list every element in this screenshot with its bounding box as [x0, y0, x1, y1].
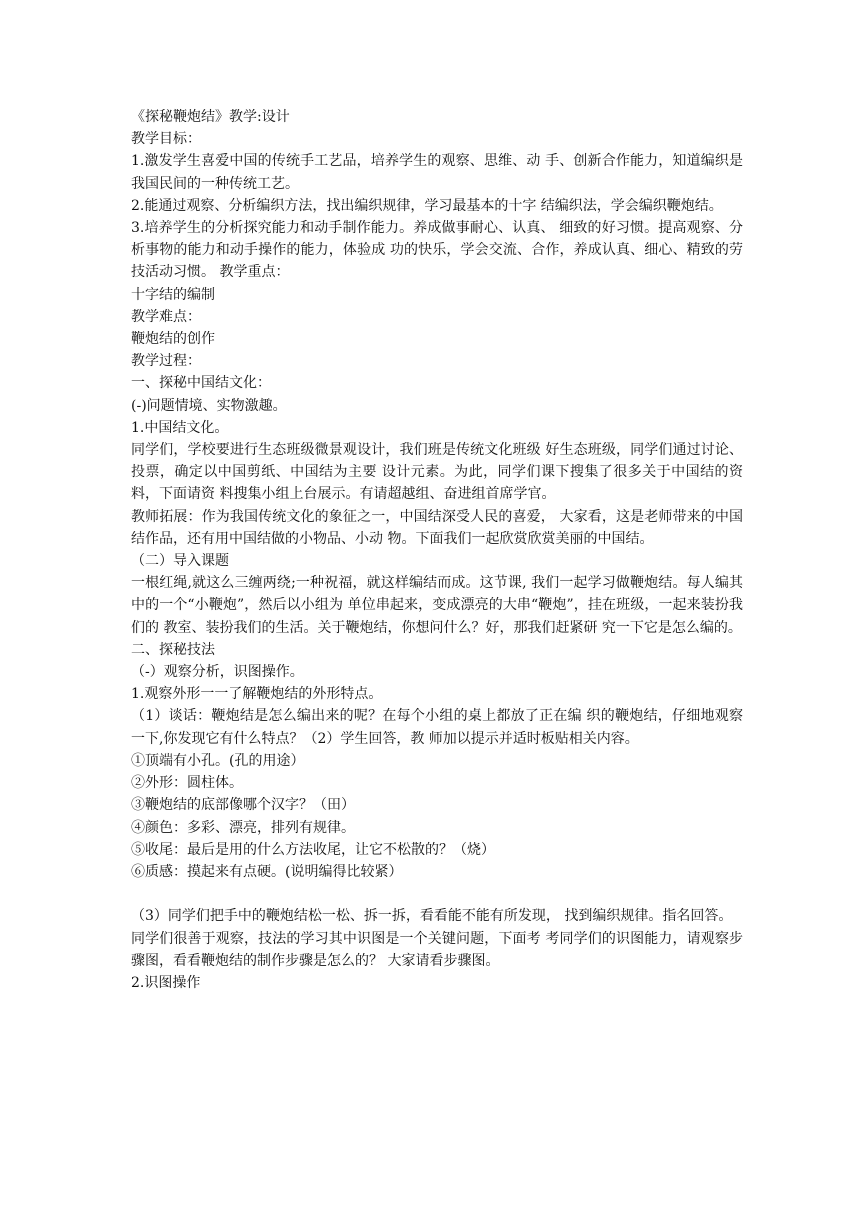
goal-paragraph-3: 3.培养学生的分析探究能力和动手制作能力。养成做事耐心、认真、 细致的好习惯。提高观察、分析事物的能力和动手操作的能力，体验成 功的快乐，学会交流、合作，养成认真、细心、精致的劳技活动习惯。 教学重点：	[131, 220, 743, 281]
goal-paragraph-2: 2.能通过观察、分析编织方法，找出编织规律，学习最基本的十字 结编织法，学会编织鞭炮结。	[131, 197, 723, 214]
body-paragraph-5: （3）同学们把手中的鞭炮结松一松、拆一拆，看看能不能有所发现， 找到编织规律。指名回答。	[131, 908, 733, 925]
subsection-heading-3: （-）观察分析，识图操作。	[131, 664, 304, 681]
feature-item-3: ③鞭炮结的底部像哪个汉字？（田）	[131, 797, 355, 814]
document-title: 《探秘鞭炮结》教学:设计	[131, 109, 290, 125]
feature-item-4: ④颜色：多彩、漂亮，排列有规律。	[131, 819, 355, 836]
goal-paragraph-1: 1.激发学生喜爱中国的传统手工艺品，培养学生的观察、思维、动 手、创新合作能力，知道编织是我国民间的一种传统工艺。	[131, 153, 743, 192]
blank-line	[131, 883, 743, 905]
section-heading-1: 一、探秘中国结文化：	[131, 375, 271, 392]
difficulty-text: 鞭炮结的创作	[131, 331, 215, 348]
feature-item-6: ⑥质感：摸起来有点硬。(说明编得比较紧）	[131, 863, 403, 880]
body-paragraph-6: 同学们很善于观察，技法的学习其中识图是一个关键问题，下面考 考同学们的识图能力，请观察步骤图，看看鞭炮结的制作步骤是怎么的？ 大家请看步骤图。	[131, 930, 743, 969]
key-point-text: 十字结的编制	[131, 286, 215, 303]
body-paragraph-2: 教师拓展：作为我国传统文化的象征之一，中国结深受人民的喜爱， 大家看，这是老师带来的中国结作品，还有用中国结做的小物品、小动 物。下面我们一起欣赏欣赏美丽的中国结。	[131, 508, 743, 547]
item-heading-2: 1.观察外形一一了解鞭炮结的外形特点。	[131, 686, 383, 703]
item-heading-1: 1.中国结文化。	[131, 419, 229, 436]
document-page	[131, 106, 743, 994]
subsection-heading-2: （二）导入课题	[131, 553, 229, 570]
feature-item-5: ⑤收尾：最后是用的什么方法收尾，让它不松散的？（烧）	[131, 841, 495, 858]
subsection-heading-1: (-)问题情境、实物激趣。	[131, 397, 287, 414]
goals-heading: 教学目标：	[131, 131, 201, 148]
body-paragraph-3: 一根红绳,就这么三缠两绕;一种祝福，就这样编结而成。这节课, 我们一起学习做鞭炮结。每人编其中的一个“小鞭炮”，然后以小组为 单位串起来，变成漂亮的大串“鞭炮”，挂在班级，一起来装扮我们的 教室、装扮我们的生活。关于鞭炮结，你想问什么？好，那我们赶紧研 究一下它是怎么编的。	[131, 575, 743, 636]
feature-item-2: ②外形：圆柱体。	[131, 775, 243, 792]
item-heading-3: 2.识图操作	[131, 974, 201, 991]
section-heading-2: 二、探秘技法	[131, 641, 215, 658]
difficulty-heading: 教学难点：	[131, 308, 201, 325]
body-paragraph-1: 同学们，学校要进行生态班级微景观设计，我们班是传统文化班级 好生态班级，同学们通过讨论、投票，确定以中国剪纸、中国结为主要 设计元素。为此，同学们课下搜集了很多关于中国结的资料，下面请资 料搜集小组上台展示。有请超越组、奋进组首席学官。	[131, 442, 743, 503]
body-paragraph-4: （1）谈话：鞭炮结是怎么编出来的呢？在每个小组的桌上都放了正在编 织的鞭炮结，仔细地观察一下,你发现它有什么特点？（2）学生回答，教 师加以提示并适时板贴相关内容。	[131, 708, 743, 747]
process-heading: 教学过程：	[131, 353, 201, 370]
feature-item-1: ①顶端有小孔。(孔的用途）	[131, 752, 305, 769]
